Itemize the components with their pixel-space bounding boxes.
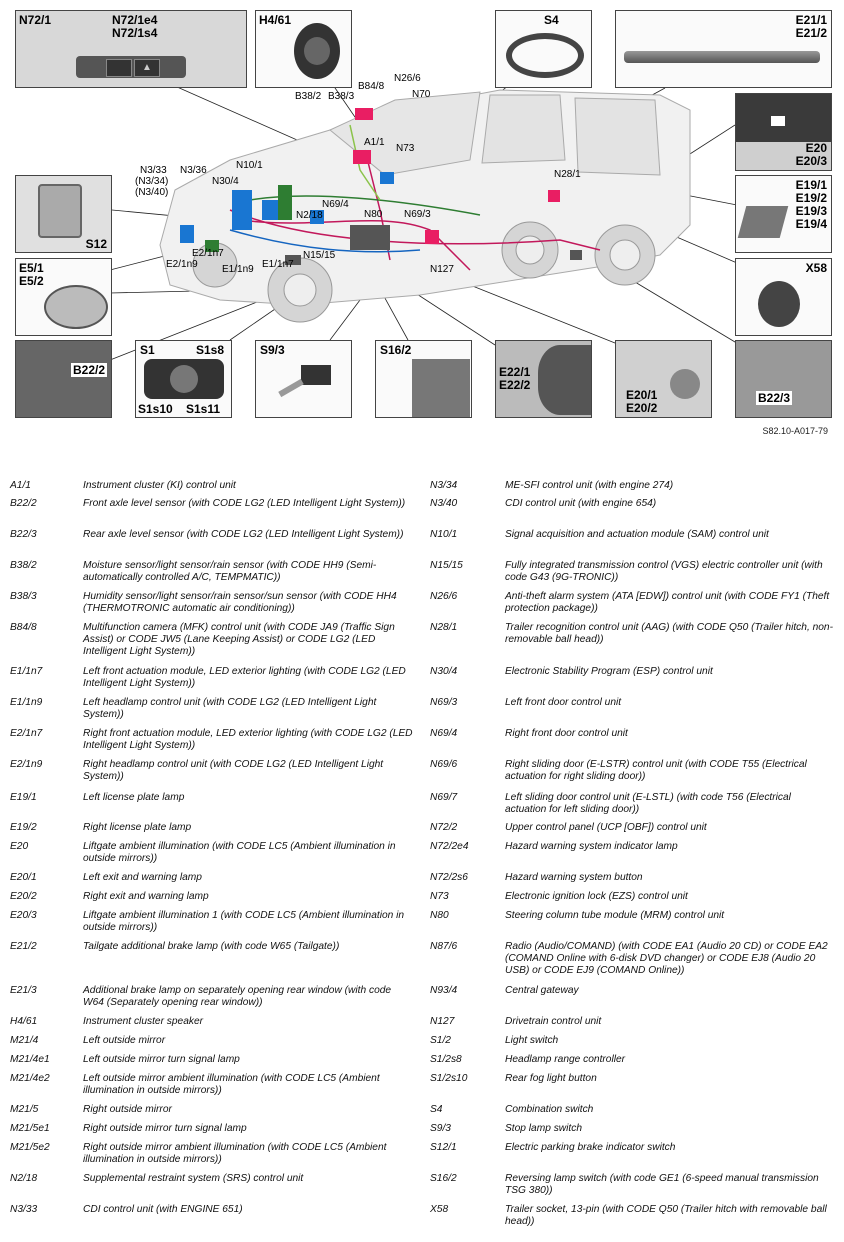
callout-label: E20/2	[626, 401, 658, 415]
callout-x58	[735, 258, 832, 336]
legend-description: Left headlamp control unit (with CODE LG2 (LED Intelligent Light System))	[83, 697, 377, 720]
label-b38-2: B38/2	[295, 91, 322, 102]
label-b84-8: B84/8	[358, 81, 385, 92]
legend-code: S4	[430, 1104, 443, 1115]
legend-code: E19/1	[10, 792, 37, 803]
parking-brake-switch-image	[38, 184, 82, 238]
label-n3-36: N3/36	[180, 165, 207, 176]
callout-title: S12	[85, 237, 107, 251]
legend-description: Right outside mirror turn signal lamp	[83, 1123, 247, 1134]
legend-description: ME-SFI control unit (with engine 274)	[505, 480, 674, 491]
legend-code: E2/1n9	[10, 759, 43, 770]
legend-description: Central gateway	[505, 985, 579, 996]
legend-description: Left front actuation module, LED exterior lighting (with CODE LG2 (LED Intelligent Light System))	[83, 666, 406, 689]
legend-description: Right outside mirror	[83, 1104, 172, 1115]
legend-code: N2/18	[10, 1173, 38, 1184]
brake-lamp-image	[624, 51, 820, 63]
legend-description: Liftgate ambient illumination (with CODE LC5 (Ambient illumination in outside mirrors))	[83, 841, 396, 864]
legend-description: Moisture sensor/light sensor/rain sensor (with CODE HH9 (Semi-automatically controlled A/C, TEMPMATIC))	[83, 560, 377, 583]
legend-code: N127	[430, 1016, 455, 1027]
control-panel-image	[76, 56, 186, 78]
legend-description: Instrument cluster (KI) control unit	[83, 480, 236, 491]
label-e2-1n9: E2/1n9	[166, 259, 198, 270]
label-n127: N127	[430, 264, 454, 275]
callout-label: E19/4	[795, 217, 827, 231]
legend-code: E2/1n7	[10, 728, 43, 739]
legend-code: M21/5	[10, 1104, 39, 1115]
legend-code: B22/3	[10, 529, 37, 540]
legend-description: Right headlamp control unit (with CODE LG2 (LED Intelligent Light System))	[83, 759, 384, 782]
legend-code: N73	[430, 891, 449, 902]
legend-description: Right front door control unit	[505, 728, 628, 739]
legend-code: A1/1	[10, 480, 31, 491]
callout-h4-61	[255, 10, 352, 88]
callout-sub: N72/1s4	[112, 26, 158, 40]
callout-label: E5/2	[19, 274, 44, 288]
legend-code: E19/2	[10, 822, 37, 833]
speaker-image	[294, 23, 340, 79]
callout-label: S1s10	[138, 402, 173, 416]
legend-description: Headlamp range controller	[505, 1054, 626, 1065]
legend-code: X58	[430, 1204, 449, 1215]
label-n3-34: (N3/34)	[135, 176, 169, 187]
headlamp-image	[44, 285, 108, 329]
callout-label: E20/1	[626, 388, 658, 402]
callout-label: E20	[805, 141, 827, 155]
legend-code: E20/3	[10, 910, 37, 921]
legend-code: E20/2	[10, 891, 37, 902]
legend-code: N3/40	[430, 498, 458, 509]
callout-label: S1s11	[186, 402, 221, 416]
legend-code: B84/8	[10, 622, 37, 633]
legend-description: Upper control panel (UCP [OBF]) control unit	[505, 822, 707, 833]
legend-code: M21/4e1	[10, 1054, 50, 1065]
legend-code: E20	[10, 841, 29, 852]
callout-title: B22/2	[73, 363, 106, 377]
legend-code: N69/4	[430, 728, 458, 739]
callout-s12	[15, 175, 112, 253]
legend-code: N72/2e4	[430, 841, 469, 852]
legend-code: S1/2s10	[430, 1073, 468, 1084]
legend-description: Trailer recognition control unit (AAG) (with CODE Q50 (Trailer hitch, non-removable ball head))	[505, 622, 833, 645]
callout-e22	[495, 340, 592, 418]
legend-description: Combination switch	[505, 1104, 594, 1115]
figure-reference: S82.10-A017-79	[762, 426, 828, 436]
legend-code: S16/2	[430, 1173, 457, 1184]
callout-title: N72/1	[19, 13, 52, 27]
callout-n72-1	[15, 10, 247, 88]
callout-label: E19/1	[795, 178, 827, 192]
legend-description: Left outside mirror ambient illumination (with CODE LC5 (Ambient illumination in outside mirrors))	[83, 1073, 380, 1096]
callout-title: X58	[805, 261, 827, 275]
legend-code: E20/1	[10, 872, 37, 883]
callout-title: S16/2	[380, 343, 412, 357]
stop-lamp-switch-image	[301, 365, 331, 385]
legend-code: S1/2s8	[430, 1054, 462, 1065]
legend-description: Left outside mirror turn signal lamp	[83, 1054, 240, 1065]
callout-label: E19/2	[795, 191, 827, 205]
legend-description: Multifunction camera (MFK) control unit (with CODE JA9 (Traffic Sign Assist) or CODE JW5 (Lane Keeping Assist) or CODE LG2 (LED Intelligent Light System))	[83, 622, 395, 657]
callout-title: B22/3	[758, 391, 791, 405]
callout-e20-1	[615, 340, 712, 418]
label-n70: N70	[412, 89, 431, 100]
legend-code: S12/1	[430, 1142, 457, 1153]
legend-description: Left license plate lamp	[83, 792, 185, 803]
label-n69-3: N69/3	[404, 209, 431, 220]
label-n3-33: N3/33	[140, 165, 167, 176]
callout-s9-3	[255, 340, 352, 418]
label-a1-1: A1/1	[364, 137, 385, 148]
legend-code: E21/2	[10, 941, 37, 952]
legend-description: Electronic ignition lock (EZS) control unit	[505, 891, 688, 902]
callout-e20	[735, 93, 832, 171]
legend-code: N28/1	[430, 622, 458, 633]
label-n28-1: N28/1	[554, 169, 581, 180]
callout-label: S1s8	[196, 343, 225, 357]
legend-description: Supplemental restraint system (SRS) control unit	[83, 1173, 304, 1184]
label-n30-4: N30/4	[212, 176, 239, 187]
legend-description: Right license plate lamp	[83, 822, 192, 833]
legend-description: Reversing lamp switch (with code GE1 (6-speed manual transmission TSG 380))	[505, 1173, 819, 1196]
callout-s16-2	[375, 340, 472, 418]
label-n2-18: N2/18	[296, 210, 323, 221]
label-n73: N73	[396, 143, 415, 154]
legend-code: H4/61	[10, 1016, 38, 1027]
legend-description: Steering column tube module (MRM) control unit	[505, 910, 725, 921]
callout-b22-3	[735, 340, 832, 418]
legend-code: N69/7	[430, 792, 458, 803]
legend-code: N93/4	[430, 985, 458, 996]
mirror-image	[538, 345, 592, 415]
legend-code: M21/4e2	[10, 1073, 50, 1084]
label-e1-1n9: E1/1n9	[222, 264, 254, 275]
label-n3-40: (N3/40)	[135, 187, 169, 198]
label-b38-3: B38/3	[328, 91, 355, 102]
legend-code: N15/15	[430, 560, 463, 571]
light-switch-image	[144, 359, 224, 399]
legend-code: E1/1n9	[10, 697, 43, 708]
label-n69-4: N69/4	[322, 199, 349, 210]
callout-s1	[135, 340, 232, 418]
legend-description: Rear fog light button	[505, 1073, 597, 1084]
callout-title: S4	[544, 13, 559, 27]
legend-description: Radio (Audio/COMAND) (with CODE EA1 (Audio 20 CD) or CODE EA2 (COMAND Online with 6-disk DVD changer) or CODE EJ8 (Audio 20 USB) or CODE EJ9 (COMAND Online))	[505, 941, 828, 976]
callout-label: E22/1	[499, 365, 531, 379]
legend-description: Right exit and warning lamp	[83, 891, 209, 902]
callout-e19	[735, 175, 832, 253]
legend-description: Additional brake lamp on separately opening rear window (with code W64 (Separately opening rear window))	[83, 985, 392, 1008]
hazard-icon: ▲	[134, 59, 160, 77]
legend-code: N87/6	[430, 941, 458, 952]
legend-code: N3/33	[10, 1204, 38, 1215]
legend-description: Drivetrain control unit	[505, 1016, 602, 1027]
label-n15-15: N15/15	[303, 250, 336, 261]
legend-code: B38/3	[10, 591, 37, 602]
wiring-diagram	[0, 0, 844, 440]
legend-code: N30/4	[430, 666, 458, 677]
legend-description: Stop lamp switch	[505, 1123, 583, 1134]
legend-code: N69/3	[430, 697, 458, 708]
label-n80: N80	[364, 209, 383, 220]
callout-label: E5/1	[19, 261, 44, 275]
legend-description: Humidity sensor/light sensor/rain sensor/sun sensor (with CODE HH4 (THERMOTRONIC automatic air conditioning))	[83, 591, 397, 614]
legend-code: N72/2s6	[430, 872, 468, 883]
legend-description: Right front actuation module, LED exterior lighting (with CODE LG2 (LED Intelligent Light System))	[83, 728, 413, 751]
callout-s4	[495, 10, 592, 88]
callout-b22-2	[15, 340, 112, 418]
legend-code: M21/5e2	[10, 1142, 50, 1153]
legend-description: Electric parking brake indicator switch	[505, 1142, 676, 1153]
legend-description: Left front door control unit	[505, 697, 622, 708]
callout-label: E20/3	[795, 154, 827, 168]
reversing-switch-image	[412, 359, 470, 417]
legend-code: S1/2	[430, 1035, 451, 1046]
license-lamp-image	[738, 206, 789, 238]
legend-code: S9/3	[430, 1123, 451, 1134]
legend-description: Light switch	[505, 1035, 559, 1046]
legend-description: Hazard warning system button	[505, 872, 643, 883]
callout-label: E19/3	[795, 204, 827, 218]
callout-sub: N72/1e4	[112, 13, 158, 27]
legend-code: B22/2	[10, 498, 37, 509]
legend-code: N26/6	[430, 591, 458, 602]
callout-label: E22/2	[499, 378, 531, 392]
legend-description: Signal acquisition and actuation module (SAM) control unit	[505, 529, 769, 540]
legend-description: Front axle level sensor (with CODE LG2 (LED Intelligent Light System))	[83, 498, 406, 509]
legend-description: Rear axle level sensor (with CODE LG2 (LED Intelligent Light System))	[83, 529, 404, 540]
combination-switch-image	[506, 33, 584, 78]
legend-code: E1/1n7	[10, 666, 43, 677]
legend-description: Anti-theft alarm system (ATA [EDW]) control unit (with CODE FY1 (Theft protection package))	[505, 591, 830, 614]
door-lamp-image	[670, 369, 700, 399]
callout-e21	[615, 10, 832, 88]
legend-code: M21/4	[10, 1035, 39, 1046]
legend-code: N69/6	[430, 759, 458, 770]
legend-description: CDI control unit (with ENGINE 651)	[83, 1204, 243, 1215]
label-n10-1: N10/1	[236, 160, 263, 171]
liftgate-image	[736, 94, 832, 142]
callout-title: S1	[140, 343, 155, 357]
trailer-socket-image	[758, 281, 800, 327]
legend-description: Right outside mirror ambient illumination (with CODE LC5 (Ambient illumination in outside mirrors))	[83, 1142, 387, 1165]
legend-code: B38/2	[10, 560, 37, 571]
legend-description: CDI control unit (with engine 654)	[505, 498, 657, 509]
legend-description: Fully integrated transmission control (VGS) electric controller unit (with code G43 (9G-TRONIC))	[505, 560, 823, 583]
legend-code: N10/1	[430, 529, 458, 540]
legend-description: Tailgate additional brake lamp (with code W65 (Tailgate))	[83, 941, 340, 952]
legend-code: E21/3	[10, 985, 37, 996]
label-e1-1n7: E1/1n7	[262, 259, 294, 270]
legend-description: Trailer socket, 13-pin (with CODE Q50 (Trailer hitch with removable ball head))	[505, 1204, 827, 1227]
legend-code: N72/2	[430, 822, 458, 833]
legend-code: N80	[430, 910, 449, 921]
legend-description: Hazard warning system indicator lamp	[505, 841, 678, 852]
legend-code: M21/5e1	[10, 1123, 50, 1134]
legend-description: Right sliding door (E-LSTR) control unit (with CODE T55 (Electrical actuation for right sliding door))	[505, 759, 807, 782]
callout-e5	[15, 258, 112, 336]
label-e2-1n7: E2/1n7	[192, 248, 224, 259]
legend-description: Electronic Stability Program (ESP) control unit	[505, 666, 713, 677]
legend-code: N3/34	[430, 480, 458, 491]
legend-description: Left outside mirror	[83, 1035, 166, 1046]
legend-description: Left exit and warning lamp	[83, 872, 202, 883]
callout-label: E21/1	[795, 13, 827, 27]
label-n26-6: N26/6	[394, 73, 421, 84]
legend-description: Instrument cluster speaker	[83, 1016, 204, 1027]
legend-description: Left sliding door control unit (E-LSTL) (with code T56 (Electrical actuation for left sliding door))	[505, 792, 791, 815]
legend-description: Liftgate ambient illumination 1 (with CODE LC5 (Ambient illumination in outside mirrors))	[83, 910, 405, 933]
callout-title: S9/3	[260, 343, 285, 357]
callout-label: E21/2	[795, 26, 827, 40]
callout-title: H4/61	[259, 13, 292, 27]
